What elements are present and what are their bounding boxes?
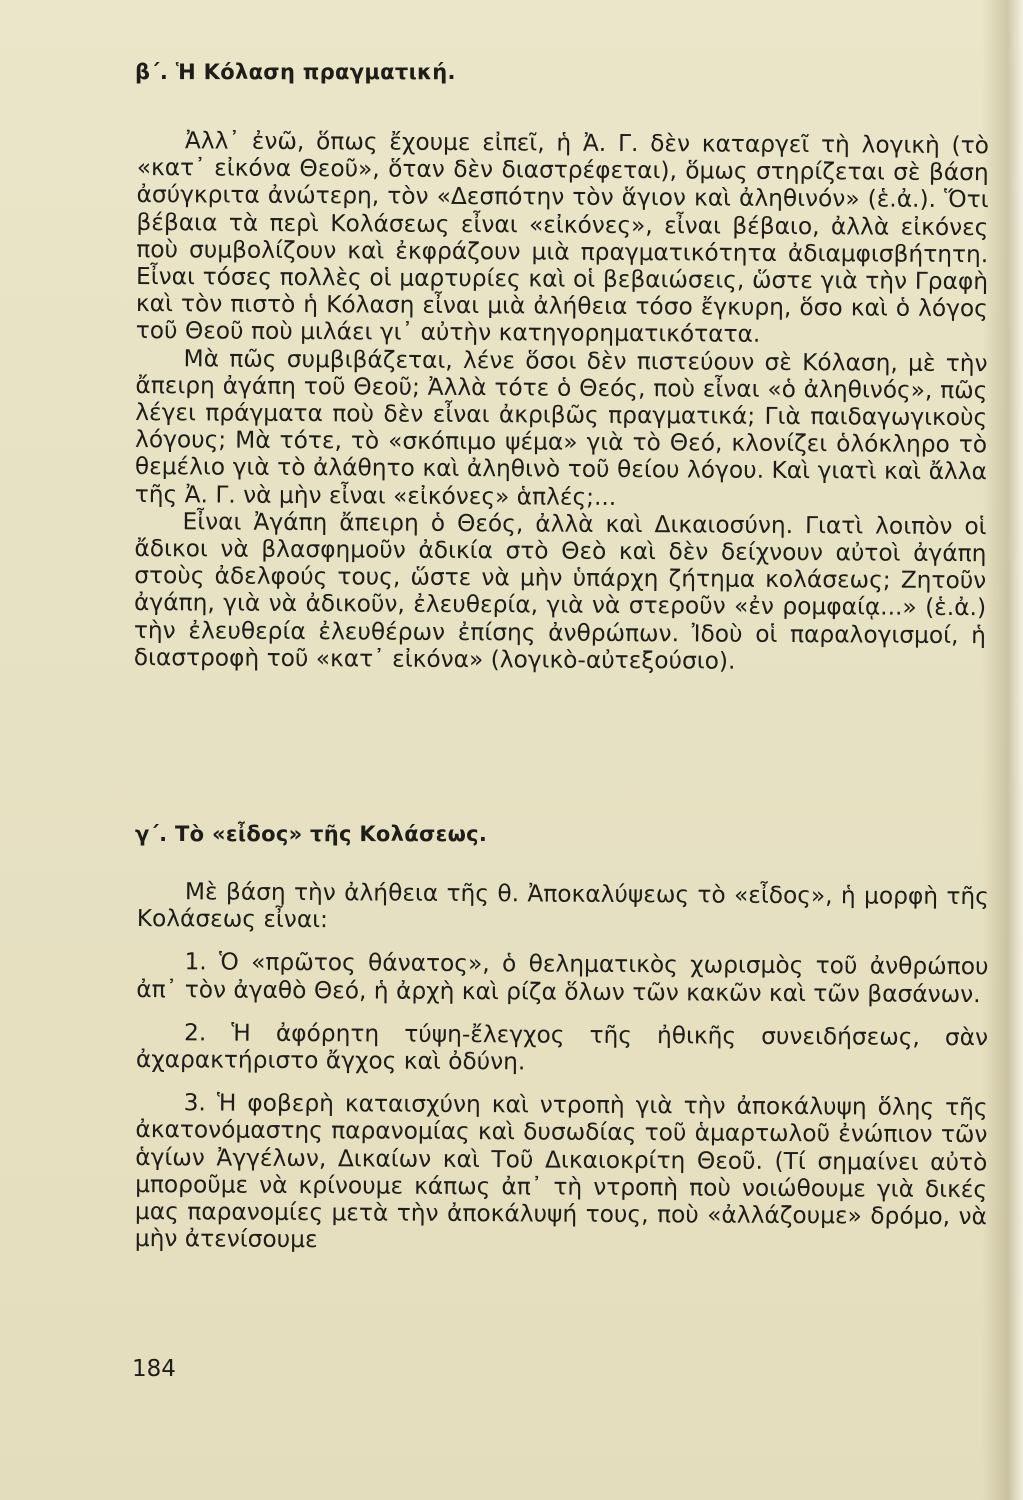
list-item: 2. Ἡ ἀφόρητη τύψη-ἔλεγχος τῆς ἠθικῆς συνειδήσεως, σὰν ἀχαρακτήριστο ἄγχος καὶ ὀδύνη. xyxy=(135,1019,989,1076)
section-c-heading: γ΄. Τὸ «εἶδος» τῆς Κολάσεως. xyxy=(135,822,488,846)
paragraph: Ἀλλ᾽ ἐνῶ, ὅπως ἔχουμε εἰπεῖ, ἡ Ἀ. Γ. δὲν καταργεῖ τὴ λογικὴ (τὸ «κατ᾽ εἰκόνα Θεοῦ», ὅταν δὲν διαστρέφεται), ὅμως στηρίζεται σὲ βάση ἀσύγκριτα ἀνώτερη, τὸν «Δεσπότην τὸν ἅγιον καὶ ἀληθινόν» (ἑ.ἀ.). Ὅτι βέβαια τὰ περὶ Κολάσεως εἶναι «εἰκόνες», εἶναι βέβαιο, ἀλλὰ εἰκόνες ποὺ συμβολίζουν καὶ ἐκφράζουν μιὰ πραγματικότητα ἀδιαμφισβήτητη. Εἶναι τόσες πολλὲς οἱ μαρτυρίες καὶ οἱ βεβαιώσεις, ὥστε γιὰ τὴν Γραφὴ καὶ τὸν πιστὸ ἡ Κόλαση εἶναι μιὰ ἀλήθεια τόσο ἔγκυρη, ὅσο καὶ ὁ λόγος τοῦ Θεοῦ ποὺ μιλάει γι᾽ αὐτὴν κατηγορηματικότατα. xyxy=(135,127,989,349)
section-c-body xyxy=(135,878,989,1258)
section-b-heading: β΄. Ἡ Κόλαση πραγματική. xyxy=(135,60,456,84)
list-item: 1. Ὁ «πρῶτος θάνατος», ὁ θεληματικὸς χωρισμὸς τοῦ ἀνθρώπου ἀπ᾽ τὸν ἀγαθὸ Θεό, ἡ ἀρχὴ καὶ ρίζα ὅλων τῶν κακῶν καὶ τῶν βασάνων. xyxy=(136,948,989,1008)
section-b-body xyxy=(134,127,989,676)
page-number: 184 xyxy=(132,1356,176,1382)
paragraph: Μὲ βάση τὴν ἀλήθεια τῆς θ. Ἀποκαλύψεως τὸ «εἶδος», ἡ μορφὴ τῆς Κολάσεως εἶναι: xyxy=(136,878,989,934)
paragraph: Εἶναι Ἀγάπη ἄπειρη ὁ Θεός, ἀλλὰ καὶ Δικαιοσύνη. Γιατὶ λοιπὸν οἱ ἄδικοι νὰ βλασφημοῦν ἀδικία στὸ Θεὸ καὶ δὲν δείχνουν αὐτοὶ ἀγάπη στοὺς ἀδελφούς τους, ὥστε νὰ μὴν ὑπάρχη ζήτημα κολάσεως; Ζητοῦν ἀγάπη, γιὰ νὰ ἀδικοῦν, ἐλευθερία, γιὰ νὰ στεροῦν «ἐν ρομφαίᾳ...» (ἑ.ἀ.) τὴν ἐλευθερία ἐλευθέρων ἐπίσης ἀνθρώπων. Ἰδοὺ οἱ παραλογισμοί, ἡ διαστροφὴ τοῦ «κατ᾽ εἰκόνα» (λογικὸ-αὐτεξούσιο). xyxy=(133,508,987,675)
list-item: 3. Ἡ φοβερὴ καταισχύνη καὶ ντροπὴ γιὰ τὴν ἀποκάλυψη ὅλης τῆς ἀκατονόμαστης παρανομίας καὶ δυσωδίας τοῦ ἁμαρτωλοῦ ἐνώπιον τῶν ἁγίων Ἀγγέλων, Δικαίων καὶ Τοῦ Δικαιοκρίτη Θεοῦ. (Τί σημαίνει αὐτὸ μποροῦμε νὰ κρίνουμε κάπως ἀπ᾽ τὴ ντροπὴ ποὺ νοιώθουμε γιὰ δικές μας παρανομίες μετὰ τὴν ἀποκάλυψή τους, ποὺ «ἀλλάζουμε» δρόμο, νὰ μὴν ἀτενίσουμε xyxy=(134,1089,988,1254)
paragraph: Μὰ πῶς συμβιβάζεται, λένε ὅσοι δὲν πιστεύουν σὲ Κόλαση, μὲ τὴν ἄπειρη ἀγάπη τοῦ Θεοῦ; Ἀλλὰ τότε ὁ Θεός, ποὺ εἶναι «ὁ ἀληθινός», πῶς λέγει πράγματα ποὺ δὲν εἶναι ἀκριβῶς πραγματικά; Γιὰ παιδαγωγικοὺς λόγους; Μὰ τότε, τὸ «σκόπιμο ψέμα» γιὰ τὸ Θεό, κλονίζει ὁλόκληρο τὸ θεμέλιο γιὰ τὸ ἀλάθητο καὶ ἀληθινὸ τοῦ θείου λόγου. Καὶ γιατὶ καὶ ἄλλα τῆς Ἀ. Γ. νὰ μὴν εἶναι «εἰκόνες» ἁπλές;... xyxy=(134,344,988,511)
